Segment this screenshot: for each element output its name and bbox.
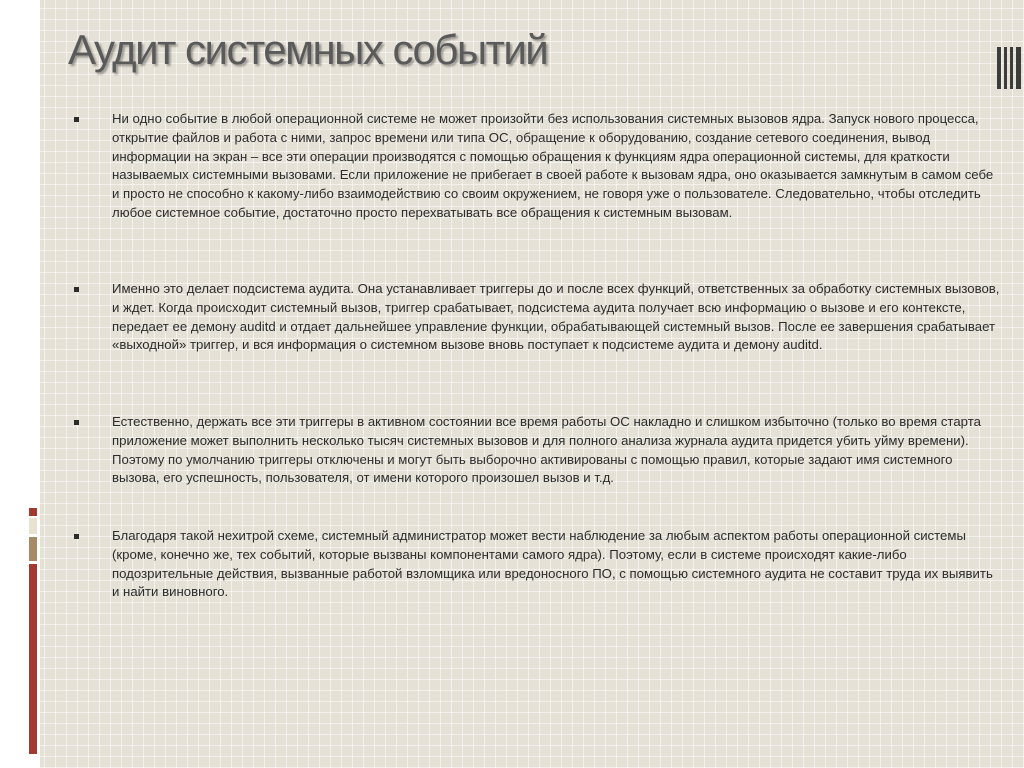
corner-stripes-decoration — [997, 47, 1024, 89]
bullet-text: Благодаря такой нехитрой схеме, системный администратор может вести наблюдение за любым аспектом работы операционной системы (кроме, конечно же, тех событий, которые вызваны компонентами самого ядра). Поэтому, если в системе происходят какие-либо подозрительные действия, вызванные работой взломщика или вредоносного ПО, с помощью системного аудита не составит труда их выявить и найти виновного. — [112, 528, 993, 600]
bullet-square-icon — [74, 534, 79, 539]
bullet-item — [112, 280, 1002, 355]
bullet-item — [112, 527, 1002, 602]
left-margin — [0, 0, 40, 768]
bullet-text: Естественно, держать все эти триггеры в активном состоянии все время работы ОС накладно и слишком избыточно (только во время старта приложение может выполнить несколько тысяч системных вызовов и для полного анализа журнала аудита придется убить уйму времени). Поэтому по умолчанию триггеры отключены и могут быть выборочно активированы с помощью правил, которые задают имя системного вызова, его успешность, пользователя, от имени которого произошел вызов и т.д. — [112, 414, 981, 486]
slide-title: Аудит системных событий — [68, 26, 548, 73]
decor-bar-red-long — [29, 564, 37, 754]
decor-bar-red-small — [29, 508, 37, 516]
bullet-text: Именно это делает подсистема аудита. Она устанавливает триггеры до и после всех функций, ответственных за обработку системных вызовов, и ждет. Когда происходит системный вызов, триггер срабатывает, подсистема аудита получает всю информацию о вызове и его контексте, передает ее демону auditd и отдает дальнейшее управление функции, обрабатывающей системный вызов. После ее завершения срабатывает «выходной» триггер, и вся информация о системном вызове вновь поступает к подсистеме аудита и демону auditd. — [112, 281, 1000, 353]
bullet-square-icon — [74, 287, 79, 292]
decor-bar-light — [29, 518, 37, 534]
bullet-item — [112, 110, 1002, 223]
bullet-item — [112, 413, 1002, 488]
bullet-text: Ни одно событие в любой операционной системе не может произойти без использования системных вызовов ядра. Запуск нового процесса, открытие файлов и работа с ними, запрос времени или типа ОС, обращение к оборудованию, создание сетевого соединения, вывод информации на экран – все эти операции производятся с помощью обращения к функциям ядра операционной системы, для краткости называемых системными вызовами. Если приложение не прибегает в своей работе к вызовам ядра, оно оказывается замкнутым в самом себе и просто не способно к какому-либо взаимодействию со своим окружением, не говоря уже о пользователе. Следовательно, чтобы отследить любое системное событие, достаточно просто перехватывать все обращения к системным вызовам. — [112, 111, 994, 220]
bullet-square-icon — [74, 420, 79, 425]
decor-bar-tan — [29, 537, 37, 561]
bullet-square-icon — [74, 117, 79, 122]
